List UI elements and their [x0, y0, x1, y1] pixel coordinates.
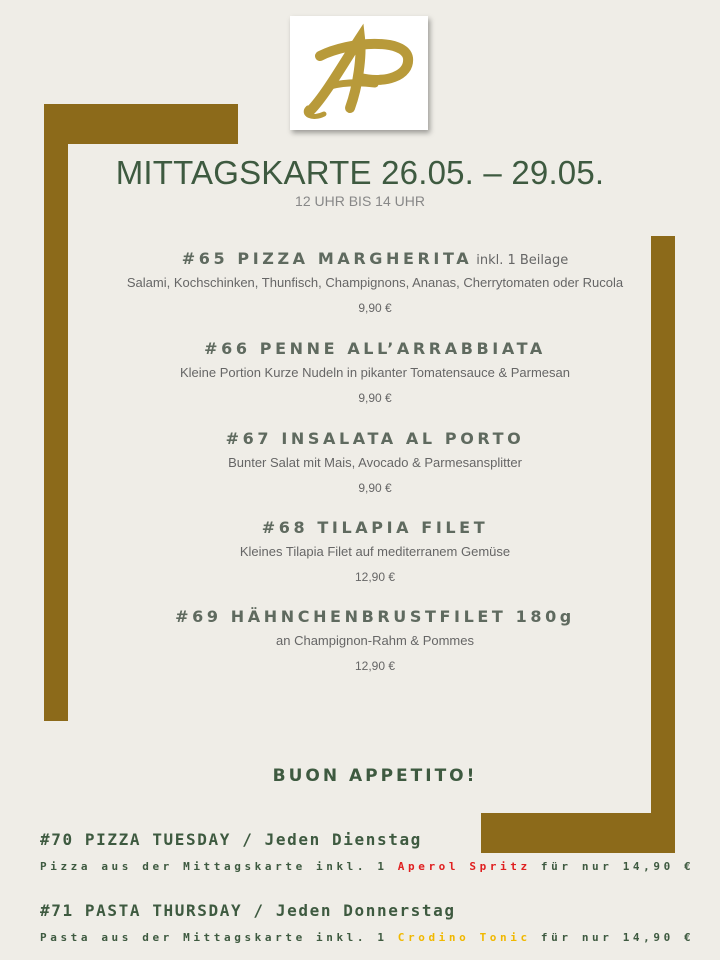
menu-item	[90, 339, 660, 405]
closing-text: BUON APPETITO!	[272, 766, 478, 786]
item-description: Kleine Portion Kurze Nudeln in pikanter Tomatensauce & Parmesan	[180, 365, 570, 380]
item-price: 12,90 €	[354, 570, 396, 584]
logo	[290, 16, 428, 130]
item-price: 9,90 €	[358, 391, 392, 405]
item-price: 12,90 €	[354, 659, 396, 673]
item-description: Kleines Tilapia Filet auf mediterranem Gemüse	[239, 544, 511, 559]
ap-monogram-icon	[290, 16, 428, 130]
item-price: 9,90 €	[358, 301, 392, 315]
item-description: an Champignon-Rahm & Pommes	[276, 633, 474, 648]
item-name: #67 INSALATA AL PORTO	[225, 429, 525, 448]
item-name: #68 TILAPIA FILET	[261, 518, 489, 537]
opening-hours: 12 UHR BIS 14 UHR	[295, 193, 425, 209]
special-description: Pasta aus der Mittagskarte inkl. 1 Crodino Tonic für nur 14,90 €	[40, 931, 695, 944]
item-name: #65 PIZZA MARGHERITA	[181, 249, 473, 268]
item-description: Bunter Salat mit Mais, Avocado & Parmesansplitter	[228, 455, 522, 470]
page-title: MITTAGSKARTE 26.05. – 29.05.	[115, 154, 605, 191]
drink-highlight: Aperol Spritz	[397, 860, 531, 873]
frame-top-left-horizontal	[44, 104, 238, 144]
menu-item	[90, 429, 660, 495]
menu-item	[90, 607, 660, 673]
menu-item	[90, 518, 660, 584]
menu-item	[90, 249, 660, 315]
special-title: #71 PASTA THURSDAY / Jeden Donnerstag	[40, 901, 456, 920]
drink-highlight: Crodino Tonic	[397, 931, 531, 944]
item-name: #66 PENNE ALL’ARRABBIATA	[204, 339, 546, 358]
special-description: Pizza aus der Mittagskarte inkl. 1 Aperol Spritz für nur 14,90 €	[40, 860, 695, 873]
item-extra: inkl. 1 Beilage	[476, 253, 569, 268]
special-title: #70 PIZZA TUESDAY / Jeden Dienstag	[40, 830, 422, 849]
item-price: 9,90 €	[358, 481, 392, 495]
item-name: #69 HÄHNCHENBRUSTFILET 180g	[175, 607, 575, 626]
frame-bottom-right-horizontal	[481, 813, 675, 853]
item-description: Salami, Kochschinken, Thunfisch, Champignons, Ananas, Cherrytomaten oder Rucola	[126, 275, 624, 290]
